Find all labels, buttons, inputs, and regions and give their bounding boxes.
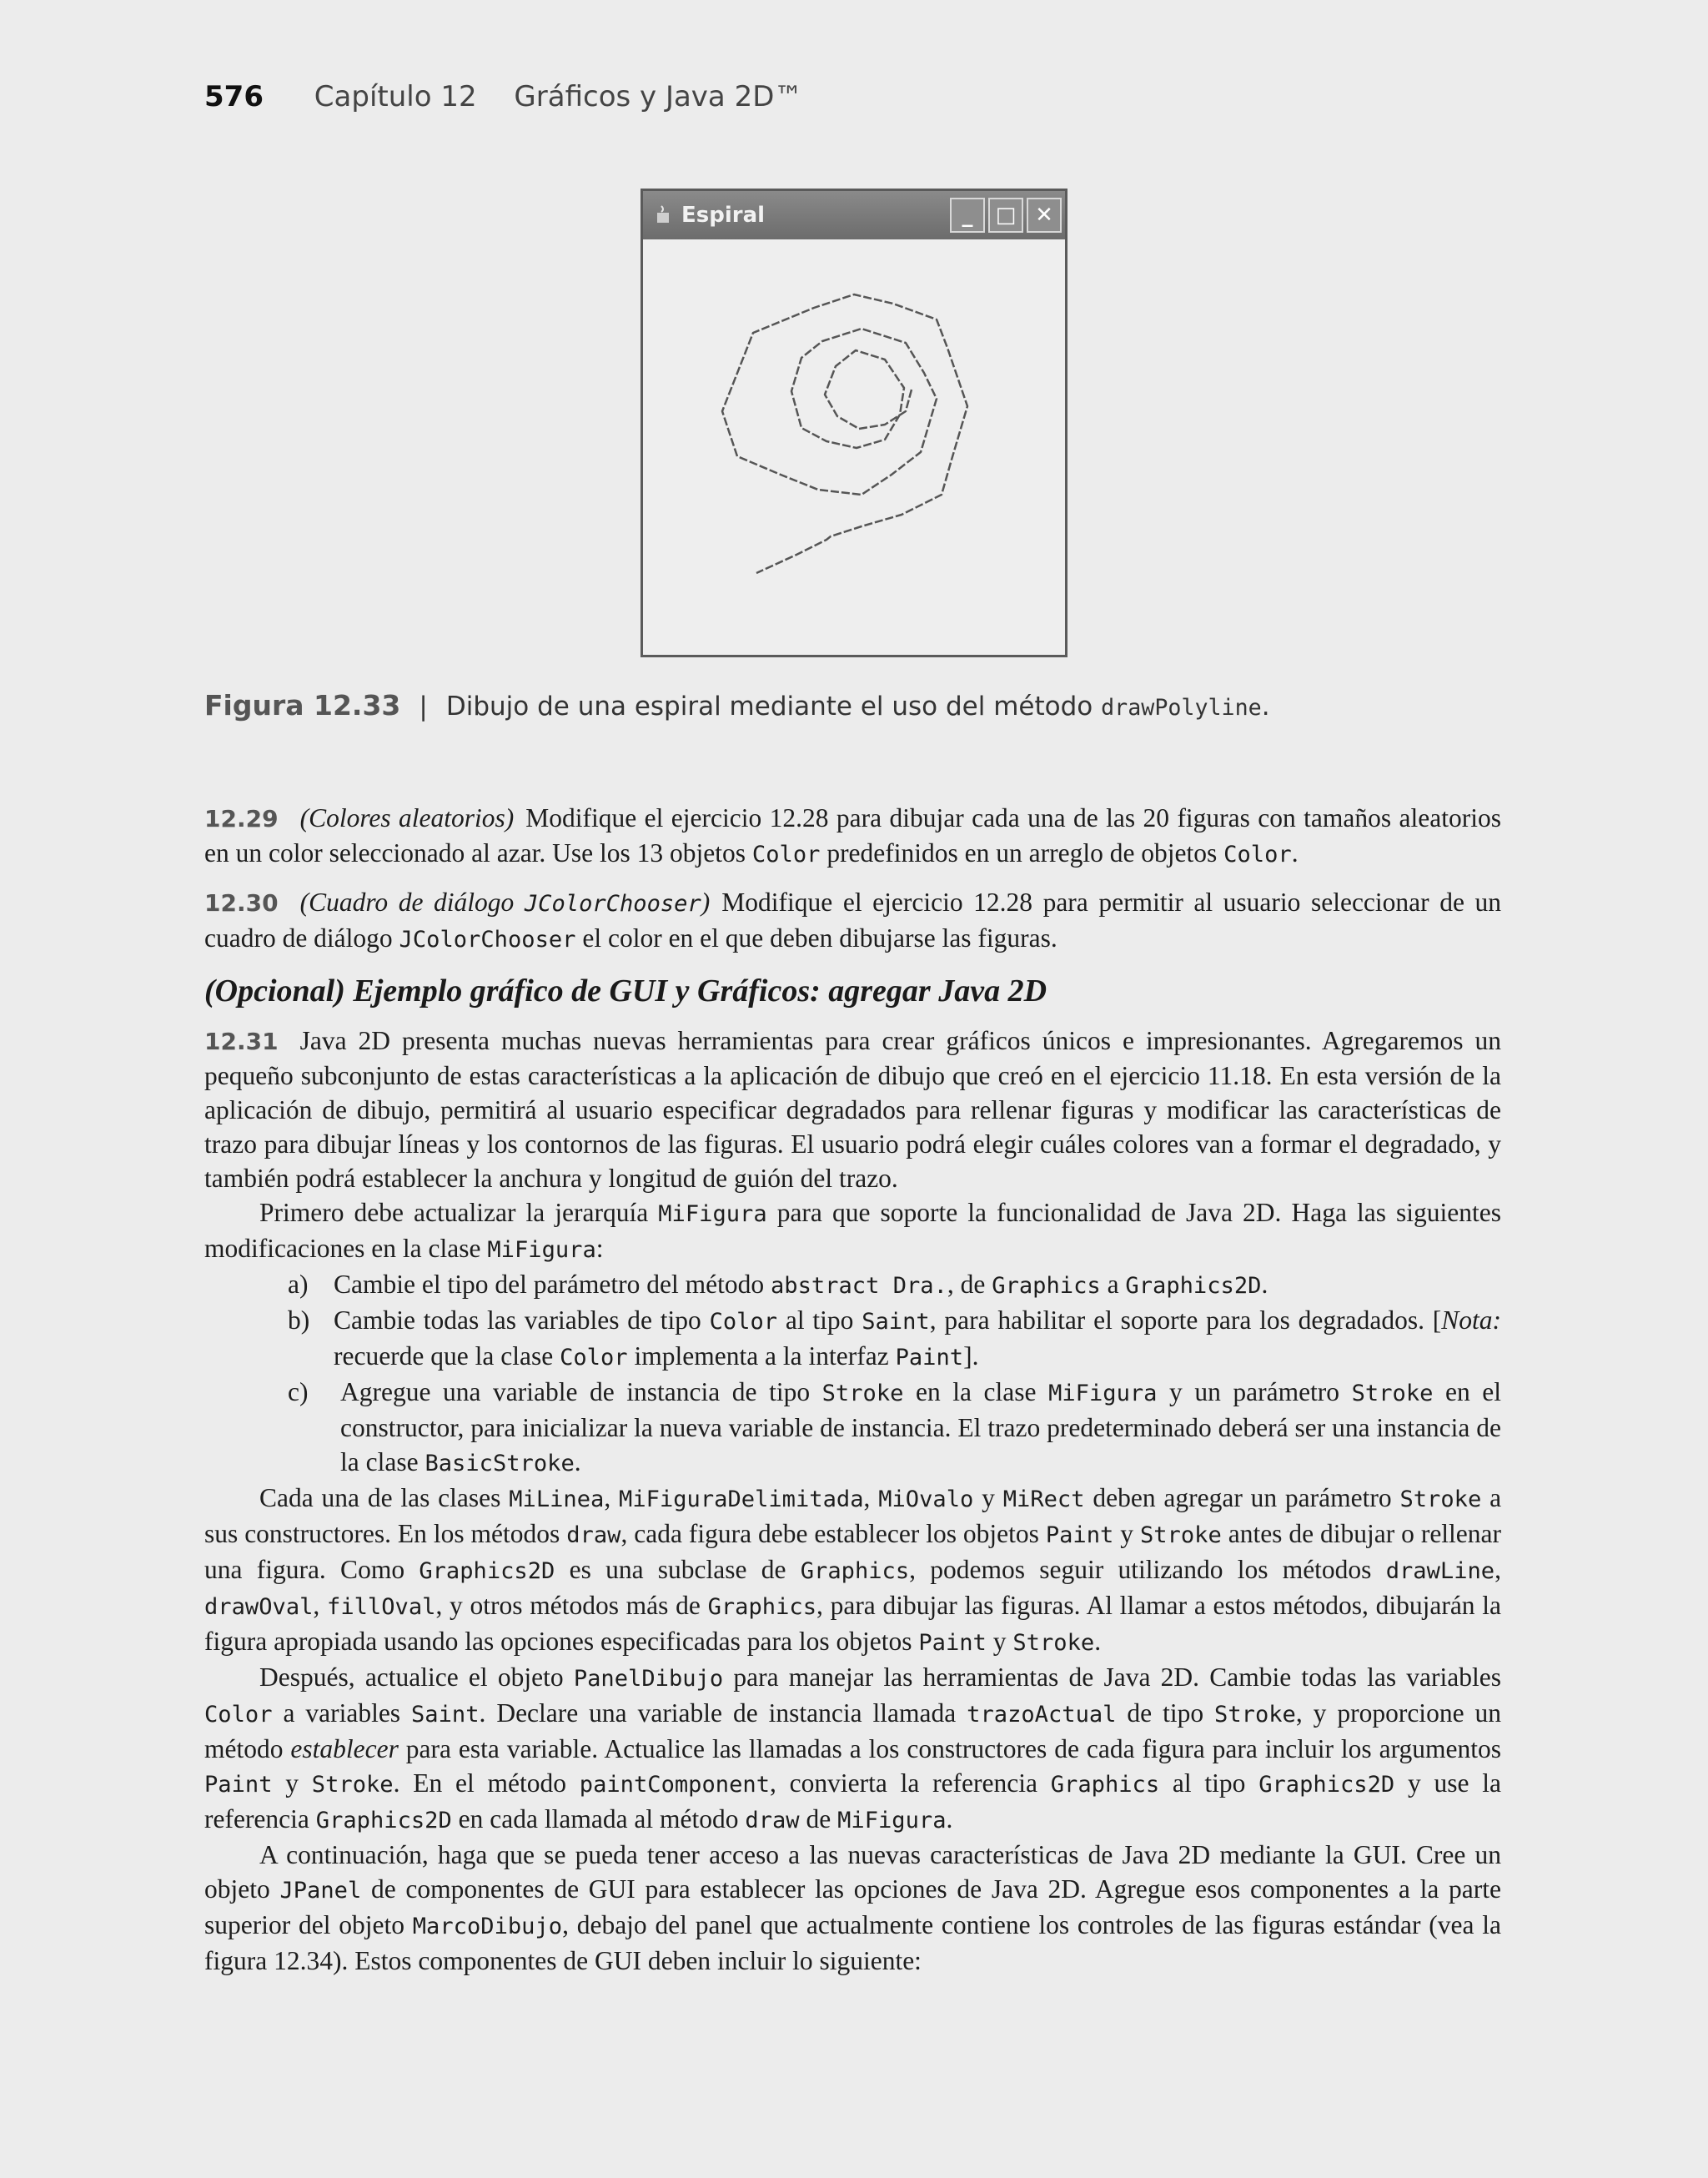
code: MiOvalo [878,1486,974,1512]
text: , para habilitar el soporte para los degradados. [ [929,1305,1442,1335]
code: Paint [204,1772,273,1798]
code: JColorChooser [399,927,576,953]
text: Cada una de las clases [259,1483,510,1512]
code: Stroke [821,1381,904,1406]
code: Stroke [1214,1702,1296,1728]
code: Paint [1045,1522,1114,1548]
text: , y otros métodos más de [435,1591,708,1620]
text: para manejar las herramientas de Java 2D. Cambie todas las variables [723,1662,1501,1692]
code: Color [560,1345,628,1371]
text: y use la referencia [204,1768,1501,1833]
code: drawOval [204,1594,314,1620]
code: Saint [862,1309,930,1335]
code: Stroke [1351,1381,1434,1406]
list-marker: c) [288,1377,309,1406]
note-label: Nota: [1441,1305,1501,1335]
text: (Cuadro de diálogo [299,888,525,917]
maximize-button[interactable] [988,198,1023,233]
text: predefinidos en un arreglo de objetos [820,838,1224,868]
text: . [1094,1627,1102,1656]
code: fillOval [327,1594,436,1620]
text: al tipo [1159,1768,1259,1798]
text: para que soporte la funcionalidad de Java 2D. Haga las siguientes modificaciones en la clase [204,1198,1501,1263]
figure-caption [204,689,1270,722]
caption-code: drawPolyline [1101,695,1262,721]
code: Paint [895,1345,964,1371]
code: MiFigura [658,1201,767,1227]
text: y [1113,1519,1140,1548]
code: Color [204,1702,273,1728]
page-header [204,80,802,113]
paragraph [204,1660,1501,1838]
text: recuerde que la clase [334,1341,560,1371]
code: Graphics [800,1558,910,1584]
maximize-icon: □ [995,203,1017,228]
list-item [204,1375,1501,1481]
text: el color en el que deben dibujarse las figuras. [575,923,1057,953]
section-heading: (Opcional) Ejemplo gráfico de GUI y Gráficos: agregar Java 2D [204,973,1047,1009]
exercise-number: 12.31 [204,1028,279,1055]
close-icon: ✕ [1035,203,1053,228]
exercise-title [300,888,711,917]
code: draw [745,1808,800,1833]
caption-separator: | [419,692,428,722]
text: . [1261,1270,1268,1299]
code: Color [751,842,821,868]
exercise-12-31 [204,1024,1501,1978]
italic-text: establecer [290,1734,399,1763]
code: BasicStroke [424,1451,575,1476]
code: Stroke [1012,1630,1095,1656]
java-cup-icon [655,204,673,226]
code: Graphics [707,1594,816,1620]
code: Graphics2D [1125,1273,1262,1299]
code: MiFiguraDelimitada [619,1486,864,1512]
code: MiLinea [509,1486,605,1512]
text: y un parámetro [1157,1377,1352,1406]
paragraph [204,1024,1501,1195]
spiral-drawing [643,239,1065,655]
text: de [799,1804,838,1833]
text: implementa a la interfaz [627,1341,896,1371]
text: , [1494,1555,1501,1584]
code: Graphics [992,1273,1101,1299]
text: . [574,1447,581,1476]
code: MarcoDibujo [412,1914,563,1939]
chapter-title: Gráficos y Java 2D™ [514,80,803,113]
text: , debajo del panel que actualmente contiene los controles de las figuras estándar (vea la figura 12.34). Estos componentes de GUI deben incluir lo siguiente: [204,1910,1501,1975]
text: . [1291,838,1299,868]
spiral-window [640,189,1068,657]
text: Modifique el ejercicio 12.28 para dibujar cada una de las 20 figuras con tamaños aleatorios en un color seleccionado al azar. Use los 13 objetos [204,803,1501,868]
code: draw [566,1522,621,1548]
code: MiFigura [487,1237,596,1263]
exercise-12-30 [204,885,1501,957]
close-button[interactable] [1027,198,1062,233]
code: Graphics2D [419,1558,555,1584]
text: para esta variable. Actualice las llamadas a los constructores de cada figura para incluir los argumentos [398,1734,1501,1763]
text: , de [947,1270,992,1299]
text: : [595,1234,604,1263]
list-marker: b) [288,1305,310,1335]
text: a [1100,1270,1126,1299]
text: en el constructor, para inicializar la nueva variable de instancia. El trazo predeterminado deberá ser una instancia de la clase [340,1377,1501,1476]
text: Agregue una variable de instancia de tipo [340,1377,822,1406]
text: , [604,1483,620,1512]
code: drawLine [1385,1558,1495,1584]
code: MiRect [1002,1486,1085,1512]
code: Stroke [311,1772,394,1798]
minimize-button[interactable] [950,198,985,233]
text: al tipo [777,1305,862,1335]
minimize-icon: _ [962,203,973,228]
text: deben agregar un parámetro [1084,1483,1400,1512]
text: Java 2D presenta muchas nuevas herramientas para crear gráficos únicos e impresionantes. Agregaremos un pequeño subconjunto de estas características a la aplicación de dibujo que creó en el ejercicio 11.18. En esta versión de la aplicación de dibujo, permitirá al usuario especificar degradados para rellenar figuras y modificar las características de trazo para dibujar líneas y los contornos de las figuras. El usuario podrá elegir cuáles colores van a formar el degradado, y también podrá establecer la anchura y longitud de guión del trazo. [204,1026,1501,1193]
text: en la clase [903,1377,1049,1406]
code: Graphics2D [315,1808,452,1833]
code: MiFigura [837,1808,947,1833]
paragraph [204,1481,1501,1660]
list-item [204,1267,1501,1303]
text: y [272,1768,312,1798]
text: a variables [272,1698,411,1728]
drawing-canvas [643,239,1065,655]
text: a sus constructores. En los métodos [204,1483,1502,1548]
text: y [986,1627,1013,1656]
code: paintComponent [579,1772,770,1798]
paragraph [204,1838,1501,1978]
spiral-polyline [722,294,967,573]
code: Color [709,1309,778,1335]
exercise-number: 12.30 [204,889,279,917]
text: ) [701,888,711,917]
text: Cambie el tipo del parámetro del método [334,1270,771,1299]
text: Después, actualice el objeto [259,1662,574,1692]
exercise-12-29 [204,801,1501,872]
text: , para dibujar las figuras. Al llamar a estos métodos, dibujarán la figura apropiada usando las opciones especificadas para los objetos [204,1591,1502,1656]
caption-text: Dibujo de una espiral mediante el uso del método [445,692,1093,722]
code: JColorChooser [524,891,701,917]
text: de componentes de GUI para establecer las opciones de Java 2D. Agregue esos componentes a la parte superior del objeto [204,1874,1501,1939]
text: de tipo [1116,1698,1215,1728]
code: Color [1223,842,1292,868]
caption-end: . [1261,692,1270,722]
list-marker: a) [288,1270,309,1299]
list-item [204,1303,1501,1375]
code: Saint [411,1702,480,1728]
text: , convierta la referencia [770,1768,1051,1798]
code: Stroke [1399,1486,1482,1512]
window-title: Espiral [681,203,766,228]
text: Primero debe actualizar la jerarquía [259,1198,659,1227]
text: es una subclase de [555,1555,801,1584]
code: Stroke [1139,1522,1222,1548]
code: JPanel [279,1878,362,1904]
exercise-title: (Colores aleatorios) [299,803,515,832]
code: abstract Dra. [770,1273,947,1299]
code: Paint [918,1630,987,1656]
text: ]. [963,1341,979,1371]
text: , y proporcione un método [204,1698,1501,1763]
text: y [973,1483,1003,1512]
code: Graphics [1050,1772,1160,1798]
figure-label: Figura 12.33 [204,689,401,722]
code: Graphics2D [1258,1772,1395,1798]
page-number: 576 [204,80,264,113]
text: , cada figura debe establecer los objetos [620,1519,1046,1548]
text: Modifique el ejercicio 12.28 para permitir al usuario seleccionar de un cuadro de diálogo [204,888,1501,953]
exercise-number: 12.29 [204,805,279,832]
text: . Declare una variable de instancia llamada [479,1698,967,1728]
text: . [946,1804,953,1833]
text: en cada llamada al método [451,1804,746,1833]
text: , podemos seguir utilizando los métodos [909,1555,1386,1584]
text: A continuación, haga que se pueda tener acceso a las nuevas características de Java 2D mediante la GUI. Cree un objeto [204,1840,1501,1904]
text: antes de dibujar o rellenar una figura. Como [204,1519,1502,1584]
window-titlebar[interactable] [643,191,1065,239]
code: PanelDibujo [573,1666,724,1692]
chapter-label: Capítulo 12 [314,80,477,113]
code: trazoActual [967,1702,1117,1728]
code: MiFigura [1048,1381,1158,1406]
text: , [863,1483,879,1512]
paragraph [204,1195,1501,1267]
text: . En el método [393,1768,580,1798]
text: , [313,1591,328,1620]
text: Cambie todas las variables de tipo [334,1305,710,1335]
